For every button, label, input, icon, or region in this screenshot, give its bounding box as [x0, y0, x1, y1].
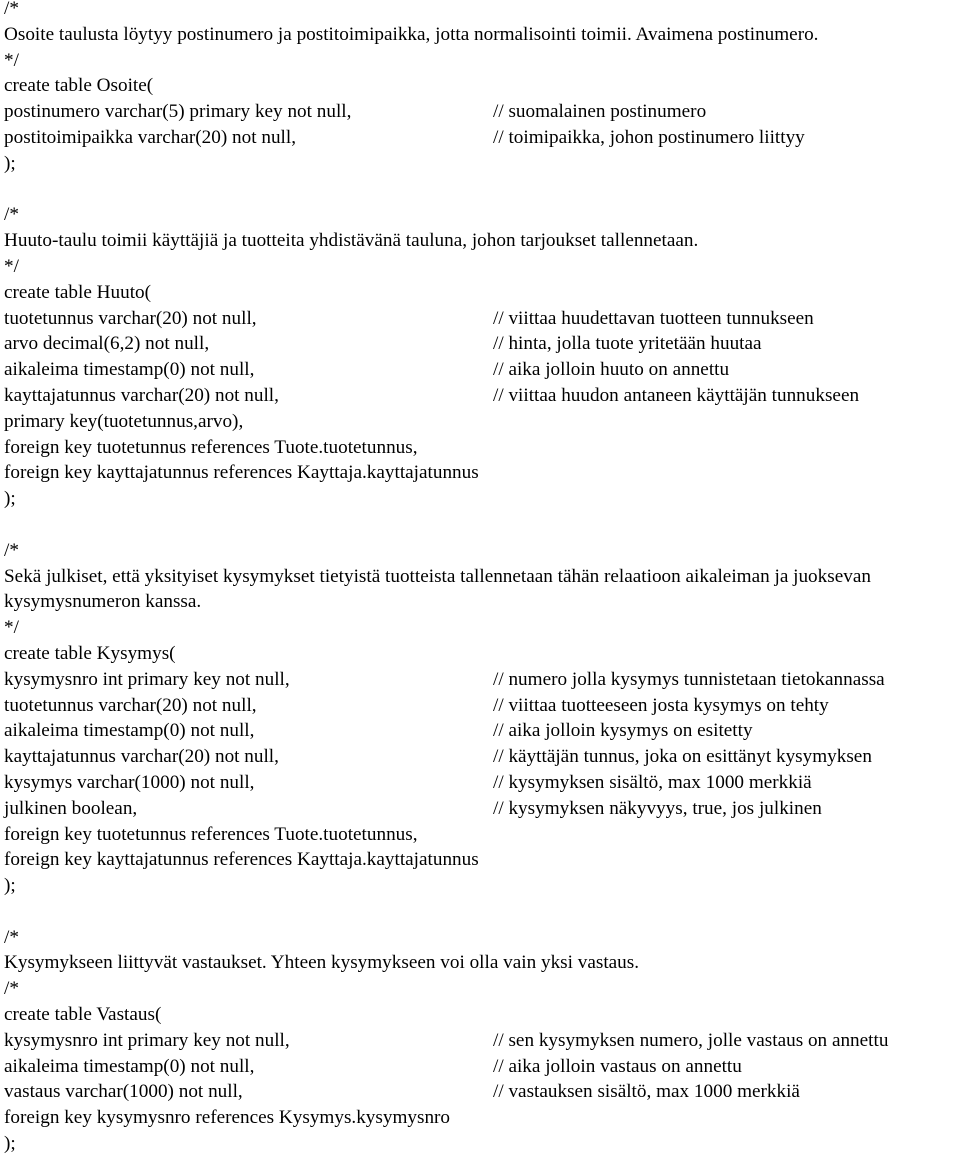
comment-open: /* [4, 204, 19, 226]
column-code: postinumero varchar(5) primary key not null, [4, 101, 352, 123]
close-statement: ); [4, 152, 16, 174]
column-comment: // kysymyksen näkyvyys, true, jos julkinen [493, 797, 822, 819]
column-code: tuotetunnus varchar(20) not null, [4, 307, 257, 329]
column-definition [4, 718, 956, 744]
blank-line [4, 512, 956, 538]
column-code: julkinen boolean, [4, 797, 138, 819]
column-definition [4, 331, 956, 357]
comment-close: /* [4, 978, 19, 1000]
column-definition [4, 693, 956, 719]
constraint-line: foreign key kysymysnro references Kysymys.kysymysnro [4, 1107, 451, 1129]
table-block-kysymys [4, 538, 956, 899]
column-code: arvo decimal(6,2) not null, [4, 333, 210, 355]
table-description: Kysymykseen liittyvät vastaukset. Yhteen kysymykseen voi olla vain yksi vastaus. [4, 952, 640, 974]
column-code: kayttajatunnus varchar(20) not null, [4, 746, 279, 768]
column-definition [4, 383, 956, 409]
table-description: Huuto-taulu toimii käyttäjiä ja tuotteita yhdistävänä tauluna, johon tarjoukset tallennetaan. [4, 230, 699, 252]
column-definition [4, 1054, 956, 1080]
column-definition [4, 125, 956, 151]
close-statement: ); [4, 488, 16, 510]
constraint-line: foreign key tuotetunnus references Tuote.tuotetunnus, [4, 436, 418, 458]
close-statement: ); [4, 1133, 16, 1155]
column-code: tuotetunnus varchar(20) not null, [4, 694, 257, 716]
column-definition [4, 357, 956, 383]
table-block-huuto [4, 202, 956, 512]
sql-schema-document [4, 0, 956, 1157]
column-comment: // viittaa huudon antaneen käyttäjän tunnukseen [493, 384, 860, 406]
column-code: postitoimipaikka varchar(20) not null, [4, 126, 297, 148]
column-definition [4, 796, 956, 822]
column-definition [4, 667, 956, 693]
column-comment: // toimipaikka, johon postinumero liittyy [493, 126, 805, 148]
column-comment: // aika jolloin huuto on annettu [493, 359, 730, 381]
column-definition [4, 99, 956, 125]
column-definition [4, 306, 956, 332]
column-code: aikaleima timestamp(0) not null, [4, 359, 255, 381]
table-block-osoite [4, 0, 956, 177]
column-definition [4, 770, 956, 796]
comment-open: /* [4, 926, 19, 948]
create-table-statement: create table Vastaus( [4, 1004, 162, 1026]
constraint-line: foreign key kayttajatunnus references Kayttaja.kayttajatunnus [4, 849, 479, 871]
comment-open: /* [4, 0, 19, 19]
column-comment: // kysymyksen sisältö, max 1000 merkkiä [493, 771, 812, 793]
blank-line [4, 899, 956, 925]
column-comment: // aika jolloin kysymys on esitetty [493, 720, 753, 742]
column-definition [4, 1079, 956, 1105]
column-comment: // hinta, jolla tuote yritetään huutaa [493, 333, 762, 355]
table-description: Sekä julkiset, että yksityiset kysymykset tietyistä tuotteista tallennetaan tähän relaatioon aikaleiman ja juoksevan kysymysnumeron kanssa. [4, 565, 871, 613]
column-comment: // vastauksen sisältö, max 1000 merkkiä [493, 1081, 800, 1103]
column-code: kysymysnro int primary key not null, [4, 1029, 290, 1051]
column-code: aikaleima timestamp(0) not null, [4, 720, 255, 742]
column-code: kysymys varchar(1000) not null, [4, 771, 255, 793]
column-code: kayttajatunnus varchar(20) not null, [4, 384, 279, 406]
column-code: kysymysnro int primary key not null, [4, 668, 290, 690]
create-table-statement: create table Osoite( [4, 75, 154, 97]
column-code: aikaleima timestamp(0) not null, [4, 1055, 255, 1077]
constraint-line: primary key(tuotetunnus,arvo), [4, 410, 244, 432]
comment-close: */ [4, 255, 19, 277]
column-comment: // viittaa tuotteeseen josta kysymys on tehty [493, 694, 829, 716]
column-comment: // sen kysymyksen numero, jolle vastaus on annettu [493, 1029, 889, 1051]
column-comment: // suomalainen postinumero [493, 101, 707, 123]
column-comment: // viittaa huudettavan tuotteen tunnukseen [493, 307, 814, 329]
blank-line [4, 177, 956, 203]
comment-close: */ [4, 49, 19, 71]
constraint-line: foreign key tuotetunnus references Tuote.tuotetunnus, [4, 823, 418, 845]
comment-close: */ [4, 617, 19, 639]
column-code: vastaus varchar(1000) not null, [4, 1081, 243, 1103]
column-comment: // aika jolloin vastaus on annettu [493, 1055, 742, 1077]
table-block-vastaus [4, 925, 956, 1157]
create-table-statement: create table Huuto( [4, 281, 152, 303]
column-definition [4, 744, 956, 770]
create-table-statement: create table Kysymys( [4, 642, 176, 664]
close-statement: ); [4, 875, 16, 897]
column-comment: // numero jolla kysymys tunnistetaan tietokannassa [493, 668, 885, 690]
column-definition [4, 1028, 956, 1054]
column-comment: // käyttäjän tunnus, joka on esittänyt kysymyksen [493, 746, 872, 768]
constraint-line: foreign key kayttajatunnus references Kayttaja.kayttajatunnus [4, 462, 479, 484]
table-description: Osoite taulusta löytyy postinumero ja postitoimipaikka, jotta normalisointi toimii. Avaimena postinumero. [4, 23, 819, 45]
comment-open: /* [4, 539, 19, 561]
